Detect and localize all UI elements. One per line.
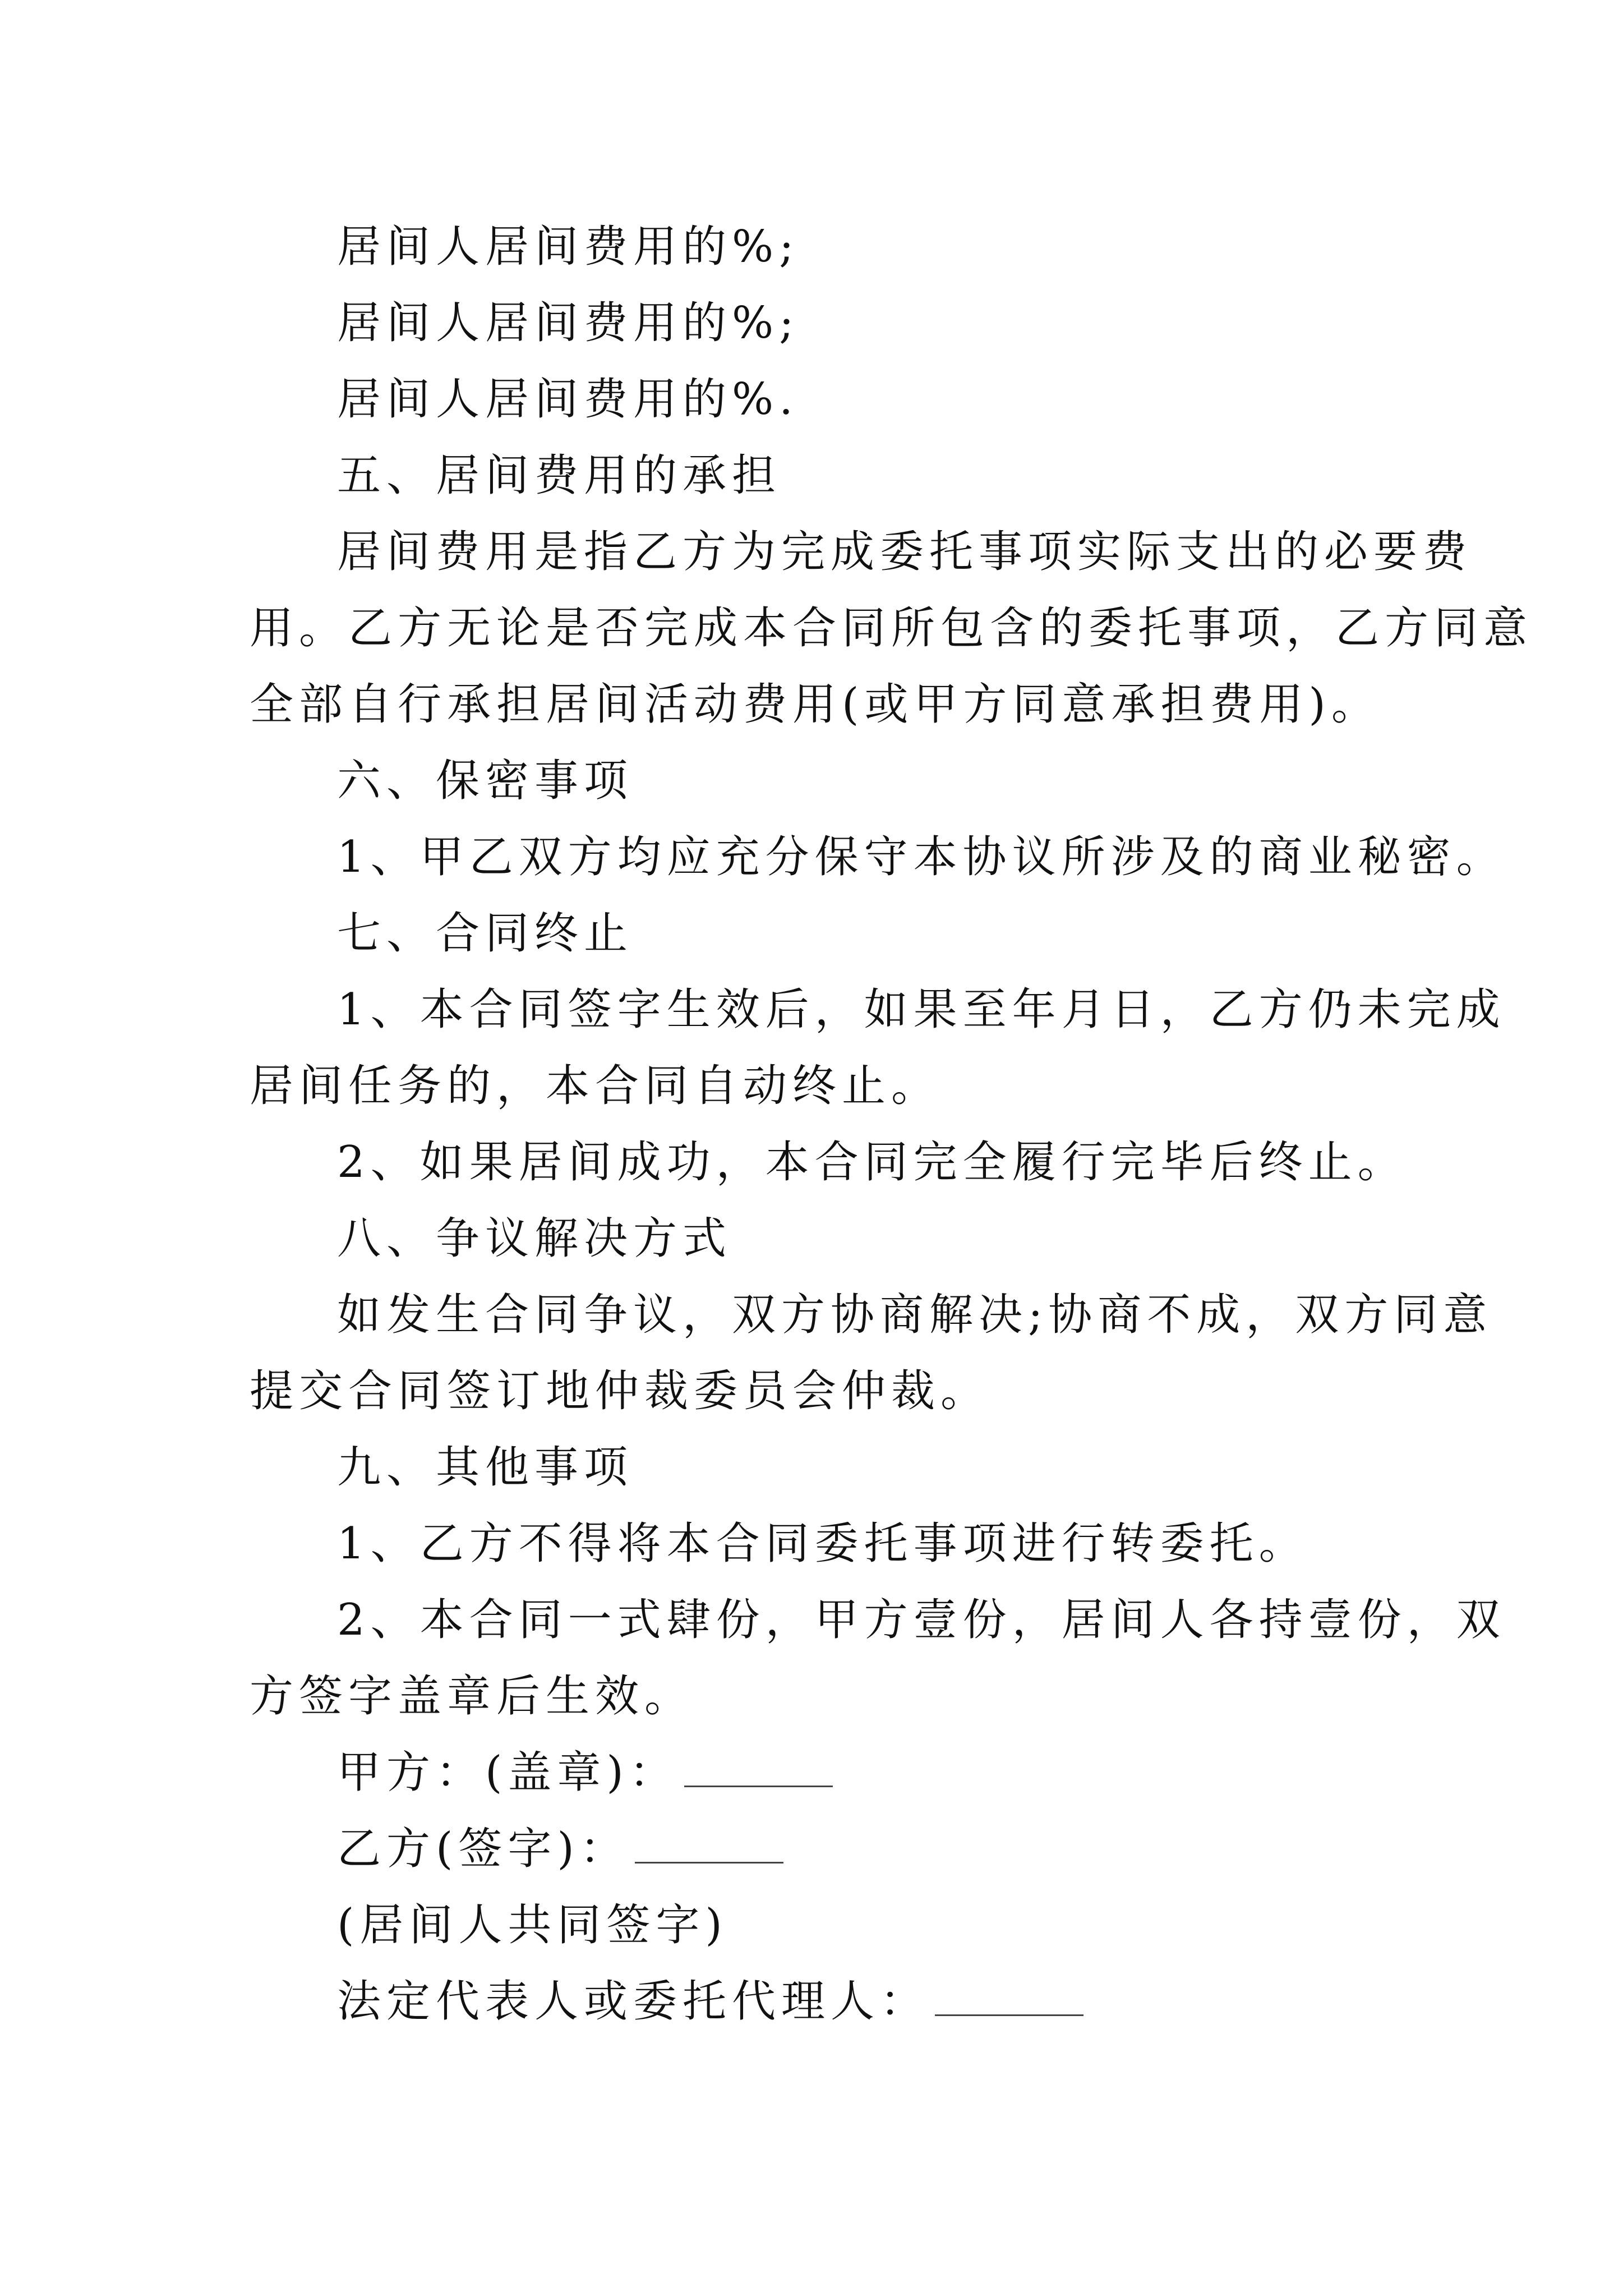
- text-line: 如发生合同争议，双方协商解决;协商不成，双方同意: [337, 1290, 1493, 1340]
- signature-blank: [684, 1753, 833, 1787]
- text-line: 居间费用是指乙方为完成委托事项实际支出的必要费: [337, 527, 1473, 577]
- signature-legal-rep: [250, 1963, 1388, 2040]
- text-line: 居间人居间费用的%.: [337, 374, 799, 425]
- contract-body: [250, 209, 1533, 2040]
- text-line: 居间人居间费用的%;: [337, 298, 800, 348]
- signature-blank: [935, 1982, 1083, 2016]
- signature-label: 法定代表人或委托代理人：: [337, 1976, 930, 2027]
- section-heading: 五、居间费用的承担: [337, 450, 782, 501]
- text-line: 1、本合同签字生效后，如果至年月日，乙方仍未完成: [337, 984, 1506, 1035]
- text-line: 方签字盖章后生效。: [250, 1671, 694, 1722]
- text-line: 1、甲乙双方均应充分保守本协议所涉及的商业秘密。: [337, 832, 1506, 882]
- text-line: 全部自行承担居间活动费用(或甲方同意承担费用)。: [250, 679, 1381, 730]
- signature-blank: [635, 1829, 783, 1864]
- text-line: 1、乙方不得将本合同委托事项进行转委托。: [337, 1519, 1308, 1569]
- section-heading: 八、争议解决方式: [337, 1213, 732, 1264]
- text-line: 居间任务的，本合同自动终止。: [250, 1061, 941, 1111]
- intermediary-note: (居间人共同签字): [337, 1900, 728, 1950]
- section-heading: 七、合同终止: [337, 908, 634, 959]
- section-heading: 六、保密事项: [337, 756, 634, 806]
- text-line: 居间人居间费用的%;: [337, 222, 800, 272]
- text-line: 用。乙方无论是否完成本合同所包含的委托事项，乙方同意: [250, 603, 1533, 654]
- signature-label: 乙方(签字)：: [337, 1824, 629, 1874]
- section-heading: 九、其他事项: [337, 1442, 634, 1493]
- signature-party-b: [250, 1811, 1388, 1887]
- text-line: 2、本合同一式肆份，甲方壹份，居间人各持壹份，双: [337, 1595, 1506, 1645]
- text-line: 提交合同签订地仲裁委员会仲裁。: [250, 1366, 990, 1416]
- signature-party-a: [250, 1734, 1388, 1811]
- text-line: 2、如果居间成功，本合同完全履行完毕后终止。: [337, 1137, 1407, 1188]
- signature-label: 甲方：(盖章)：: [337, 1747, 679, 1798]
